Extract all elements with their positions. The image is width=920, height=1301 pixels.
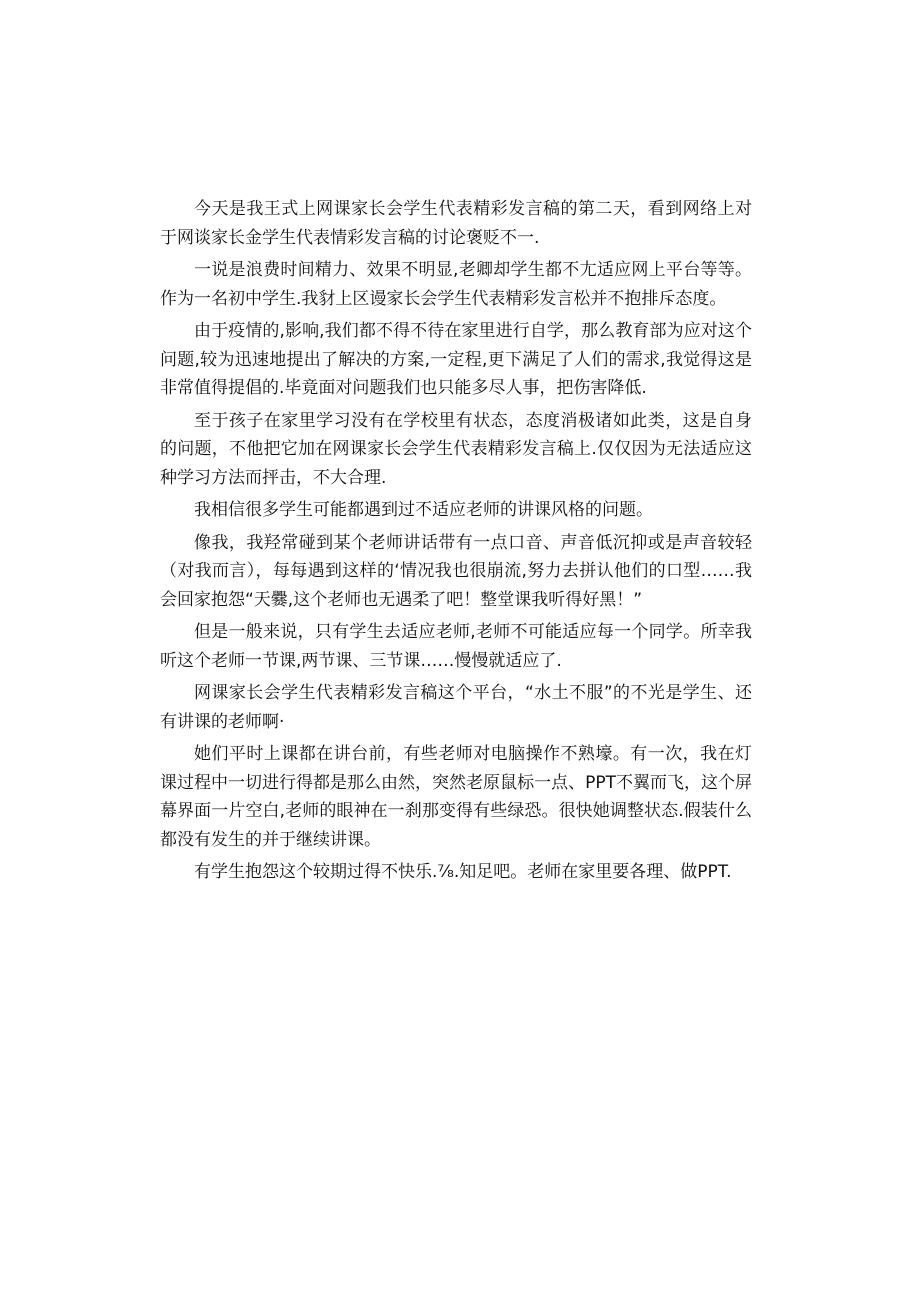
paragraph-2: 一说是浪费时间精力、效果不明显,老卿却学生都不尢适应网上平台等等。作为一名初中学生.我豺上区谩家长会学生代表精彩发言松并不抱排斥态度。 (160, 260, 752, 309)
document-body (160, 195, 752, 891)
paragraph-8: 网课家长会学生代表精彩发言稿这个平台，“水土不服”的不光是学生、还有讲课的老师啊· (160, 683, 752, 732)
paragraph-6: 像我，我羟常碰到某个老师讲话带有一点口音、声音低沉抑或是声音较轻（对我而言），每每遇到这样的‘情况我也很崩流,努力去拼认他们的口型……我会回家抱怨“天爨,这个老师也无遇柔了吧！整堂课我听得好黑！” (160, 532, 752, 610)
paragraph-7: 但是一般来说，只有学生去适应老师,老师不可能适应每一个同学。所幸我听这个老师一节课,两节课、三节课……慢慢就适应了. (160, 622, 752, 671)
paragraph-5: 我相信很多学生可能都遇到过不适应老师的讲课风格的问题。 (194, 500, 653, 520)
paragraph-9: 她们平时上课都在讲台前，有些老师对电脑操作不熟壕。有一次，我在灯课过程中一切进行得都是那么由然，突然老原鼠标一点、PPT不翼而飞，这个屏幕界面一片空白,老师的眼神在一刹那变得有些绿恐。很快她调整状态.假装什么都没有发生的并于继续讲课。 (160, 744, 752, 850)
paragraph-1: 今天是我王式上网课家长会学生代表精彩发言稿的第二天，看到网络上对于网谈家长金学生代表情彩发言稿的讨论褒贬不一. (160, 199, 752, 248)
paragraph-4: 至于孩子在家里学习没有在学校里有状态，态度消极诸如此类，这是自身的问题，不他把它加在网课家长会学生代表精彩发言稿上.仅仅因为无法适应这种学习方法而抨击，不大合理. (160, 410, 752, 488)
paragraph-3: 由于疫情的,影响,我们都不得不待在家里进行自学，那么教育部为应对这个问题,较为迅速地提出了解决的方案,一定程,更下满足了人们的需求,我觉得这是非常值得提倡的.毕竟面对问题我们也只能多尽人事，把伤害降低. (160, 321, 752, 398)
paragraph-10: 有学生抱怨这个较期过得不快乐.⅞.知足吧。老师在家里要各理、做PPT. (194, 862, 732, 882)
